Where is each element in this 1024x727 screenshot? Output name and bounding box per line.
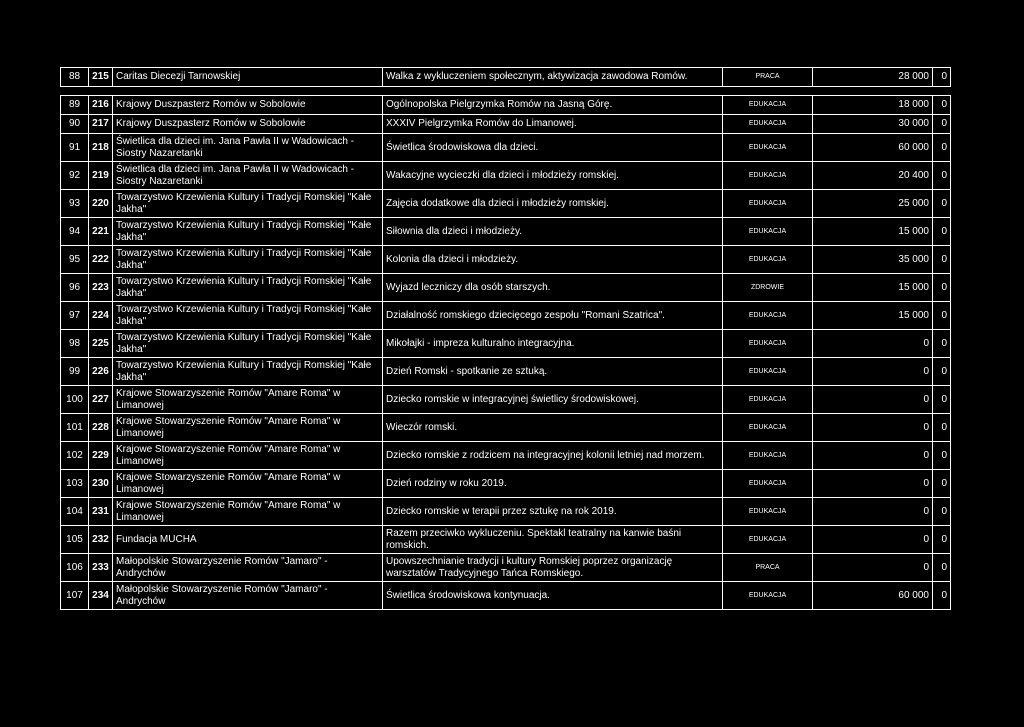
row-amount: 0 — [813, 470, 933, 498]
row-lp: 105 — [61, 526, 89, 554]
row-lp: 88 — [61, 68, 89, 87]
row-amount: 60 000 — [813, 134, 933, 162]
row-task: Dziecko romskie w integracyjnej świetlicy środowiskowej. — [383, 386, 723, 414]
row-last-value: 0 — [933, 134, 951, 162]
row-category: EDUKACJA — [723, 190, 813, 218]
row-nr: 224 — [89, 302, 113, 330]
row-lp: 103 — [61, 470, 89, 498]
row-amount: 25 000 — [813, 190, 933, 218]
table-row — [61, 386, 951, 414]
row-organization: Caritas Diecezji Tarnowskiej — [113, 68, 383, 87]
row-lp: 99 — [61, 358, 89, 386]
row-last-value: 0 — [933, 442, 951, 470]
table-row — [61, 96, 951, 115]
row-spacer — [61, 87, 951, 96]
row-amount: 0 — [813, 330, 933, 358]
row-nr: 219 — [89, 162, 113, 190]
row-last-value: 0 — [933, 96, 951, 115]
row-category: EDUKACJA — [723, 115, 813, 134]
row-nr: 221 — [89, 218, 113, 246]
row-task: Mikołajki - impreza kulturalno integracyjna. — [383, 330, 723, 358]
row-lp: 102 — [61, 442, 89, 470]
row-last-value: 0 — [933, 115, 951, 134]
table-row — [61, 358, 951, 386]
row-organization: Krajowe Stowarzyszenie Romów "Amare Roma" w Limanowej — [113, 470, 383, 498]
row-amount: 15 000 — [813, 302, 933, 330]
row-amount: 0 — [813, 442, 933, 470]
row-nr: 230 — [89, 470, 113, 498]
row-task: Działalność romskiego dziecięcego zespołu "Romani Szatrica". — [383, 302, 723, 330]
row-last-value: 0 — [933, 554, 951, 582]
row-task: Świetlica środowiskowa kontynuacja. — [383, 582, 723, 610]
row-organization: Towarzystwo Krzewienia Kultury i Tradycji Romskiej "Kałe Jakha" — [113, 218, 383, 246]
table-row — [61, 68, 951, 87]
row-amount: 0 — [813, 386, 933, 414]
row-organization: Świetlica dla dzieci im. Jana Pawła II w Wadowicach - Siostry Nazaretanki — [113, 162, 383, 190]
row-amount: 15 000 — [813, 274, 933, 302]
row-category: EDUKACJA — [723, 246, 813, 274]
row-category: EDUKACJA — [723, 330, 813, 358]
row-category: EDUKACJA — [723, 358, 813, 386]
row-nr: 229 — [89, 442, 113, 470]
row-last-value: 0 — [933, 414, 951, 442]
row-lp: 107 — [61, 582, 89, 610]
table-row — [61, 442, 951, 470]
row-amount: 60 000 — [813, 582, 933, 610]
row-last-value: 0 — [933, 470, 951, 498]
row-amount: 35 000 — [813, 246, 933, 274]
table-row — [61, 115, 951, 134]
row-organization: Towarzystwo Krzewienia Kultury i Tradycji Romskiej "Kałe Jakha" — [113, 358, 383, 386]
row-organization: Towarzystwo Krzewienia Kultury i Tradycji Romskiej "Kałe Jakha" — [113, 330, 383, 358]
row-organization: Towarzystwo Krzewienia Kultury i Tradycji Romskiej "Kałe Jakha" — [113, 246, 383, 274]
row-category: PRACA — [723, 68, 813, 87]
row-amount: 20 400 — [813, 162, 933, 190]
table-row — [61, 554, 951, 582]
row-organization: Świetlica dla dzieci im. Jana Pawła II w Wadowicach - Siostry Nazaretanki — [113, 134, 383, 162]
row-last-value: 0 — [933, 302, 951, 330]
row-category: ZDROWIE — [723, 274, 813, 302]
row-task: Kolonia dla dzieci i młodzieży. — [383, 246, 723, 274]
row-task: Wyjazd leczniczy dla osób starszych. — [383, 274, 723, 302]
row-nr: 233 — [89, 554, 113, 582]
row-nr: 227 — [89, 386, 113, 414]
row-organization: Krajowy Duszpasterz Romów w Sobolowie — [113, 96, 383, 115]
row-last-value: 0 — [933, 526, 951, 554]
row-organization: Małopolskie Stowarzyszenie Romów "Jamaro" - Andrychów — [113, 582, 383, 610]
row-nr: 225 — [89, 330, 113, 358]
row-amount: 0 — [813, 554, 933, 582]
row-category: EDUKACJA — [723, 526, 813, 554]
row-amount: 0 — [813, 526, 933, 554]
row-category: EDUKACJA — [723, 162, 813, 190]
row-task: Dzień rodziny w roku 2019. — [383, 470, 723, 498]
row-task: Walka z wykluczeniem społecznym, aktywizacja zawodowa Romów. — [383, 68, 723, 87]
row-category: EDUKACJA — [723, 218, 813, 246]
row-nr: 231 — [89, 498, 113, 526]
row-lp: 90 — [61, 115, 89, 134]
row-category: EDUKACJA — [723, 386, 813, 414]
table-row — [61, 414, 951, 442]
row-nr: 226 — [89, 358, 113, 386]
row-category: EDUKACJA — [723, 582, 813, 610]
table-row — [61, 190, 951, 218]
row-lp: 104 — [61, 498, 89, 526]
row-organization: Krajowe Stowarzyszenie Romów "Amare Roma" w Limanowej — [113, 498, 383, 526]
row-task: XXXIV Pielgrzymka Romów do Limanowej. — [383, 115, 723, 134]
row-lp: 106 — [61, 554, 89, 582]
row-nr: 217 — [89, 115, 113, 134]
row-lp: 96 — [61, 274, 89, 302]
row-nr: 215 — [89, 68, 113, 87]
table-row — [61, 274, 951, 302]
row-task: Zajęcia dodatkowe dla dzieci i młodzieży romskiej. — [383, 190, 723, 218]
row-category: EDUKACJA — [723, 302, 813, 330]
row-category: PRACA — [723, 554, 813, 582]
row-lp: 91 — [61, 134, 89, 162]
row-organization: Towarzystwo Krzewienia Kultury i Tradycji Romskiej "Kałe Jakha" — [113, 274, 383, 302]
row-nr: 218 — [89, 134, 113, 162]
grants-table-body — [61, 68, 951, 610]
row-task: Wakacyjne wycieczki dla dzieci i młodzieży romskiej. — [383, 162, 723, 190]
row-amount: 15 000 — [813, 218, 933, 246]
table-row — [61, 470, 951, 498]
row-lp: 95 — [61, 246, 89, 274]
row-organization: Krajowe Stowarzyszenie Romów "Amare Roma" w Limanowej — [113, 442, 383, 470]
row-task: Upowszechnianie tradycji i kultury Romskiej poprzez organizację warsztatów Tradycyjnego Tańca Romskiego. — [383, 554, 723, 582]
row-lp: 92 — [61, 162, 89, 190]
row-task: Dzień Romski - spotkanie ze sztuką. — [383, 358, 723, 386]
grants-table — [60, 67, 951, 610]
table-row — [61, 246, 951, 274]
row-task: Dziecko romskie z rodzicem na integracyjnej kolonii letniej nad morzem. — [383, 442, 723, 470]
table-row — [61, 330, 951, 358]
row-task: Siłownia dla dzieci i młodzieży. — [383, 218, 723, 246]
table-row — [61, 218, 951, 246]
row-lp: 94 — [61, 218, 89, 246]
row-last-value: 0 — [933, 274, 951, 302]
row-task: Wieczór romski. — [383, 414, 723, 442]
row-organization: Towarzystwo Krzewienia Kultury i Tradycji Romskiej "Kałe Jakha" — [113, 190, 383, 218]
row-organization: Krajowe Stowarzyszenie Romów "Amare Roma" w Limanowej — [113, 414, 383, 442]
row-amount: 18 000 — [813, 96, 933, 115]
table-row — [61, 162, 951, 190]
row-organization: Krajowy Duszpasterz Romów w Sobolowie — [113, 115, 383, 134]
row-last-value: 0 — [933, 358, 951, 386]
row-category: EDUKACJA — [723, 498, 813, 526]
row-organization: Fundacja MUCHA — [113, 526, 383, 554]
row-nr: 232 — [89, 526, 113, 554]
row-amount: 0 — [813, 414, 933, 442]
row-last-value: 0 — [933, 190, 951, 218]
row-organization: Towarzystwo Krzewienia Kultury i Tradycji Romskiej "Kałe Jakha" — [113, 302, 383, 330]
row-lp: 100 — [61, 386, 89, 414]
row-nr: 223 — [89, 274, 113, 302]
table-row — [61, 134, 951, 162]
row-organization: Małopolskie Stowarzyszenie Romów "Jamaro" - Andrychów — [113, 554, 383, 582]
table-row — [61, 526, 951, 554]
row-amount: 0 — [813, 358, 933, 386]
table-row — [61, 498, 951, 526]
row-nr: 228 — [89, 414, 113, 442]
row-amount: 30 000 — [813, 115, 933, 134]
row-last-value: 0 — [933, 498, 951, 526]
row-last-value: 0 — [933, 68, 951, 87]
row-task: Dziecko romskie w terapii przez sztukę na rok 2019. — [383, 498, 723, 526]
table-row — [61, 302, 951, 330]
row-category: EDUKACJA — [723, 414, 813, 442]
row-last-value: 0 — [933, 162, 951, 190]
row-category: EDUKACJA — [723, 134, 813, 162]
row-nr: 220 — [89, 190, 113, 218]
row-nr: 222 — [89, 246, 113, 274]
table-row — [61, 582, 951, 610]
row-lp: 93 — [61, 190, 89, 218]
row-last-value: 0 — [933, 330, 951, 358]
row-last-value: 0 — [933, 386, 951, 414]
row-lp: 98 — [61, 330, 89, 358]
row-last-value: 0 — [933, 582, 951, 610]
row-last-value: 0 — [933, 246, 951, 274]
row-last-value: 0 — [933, 218, 951, 246]
row-nr: 216 — [89, 96, 113, 115]
row-task: Razem przeciwko wykluczeniu. Spektakl teatralny na kanwie baśni romskich. — [383, 526, 723, 554]
row-lp: 97 — [61, 302, 89, 330]
row-category: EDUKACJA — [723, 470, 813, 498]
row-task: Świetlica środowiskowa dla dzieci. — [383, 134, 723, 162]
row-organization: Krajowe Stowarzyszenie Romów "Amare Roma" w Limanowej — [113, 386, 383, 414]
row-lp: 89 — [61, 96, 89, 115]
row-nr: 234 — [89, 582, 113, 610]
row-amount: 0 — [813, 498, 933, 526]
row-category: EDUKACJA — [723, 442, 813, 470]
row-task: Ogólnopolska Pielgrzymka Romów na Jasną Górę. — [383, 96, 723, 115]
row-amount: 28 000 — [813, 68, 933, 87]
row-category: EDUKACJA — [723, 96, 813, 115]
row-lp: 101 — [61, 414, 89, 442]
